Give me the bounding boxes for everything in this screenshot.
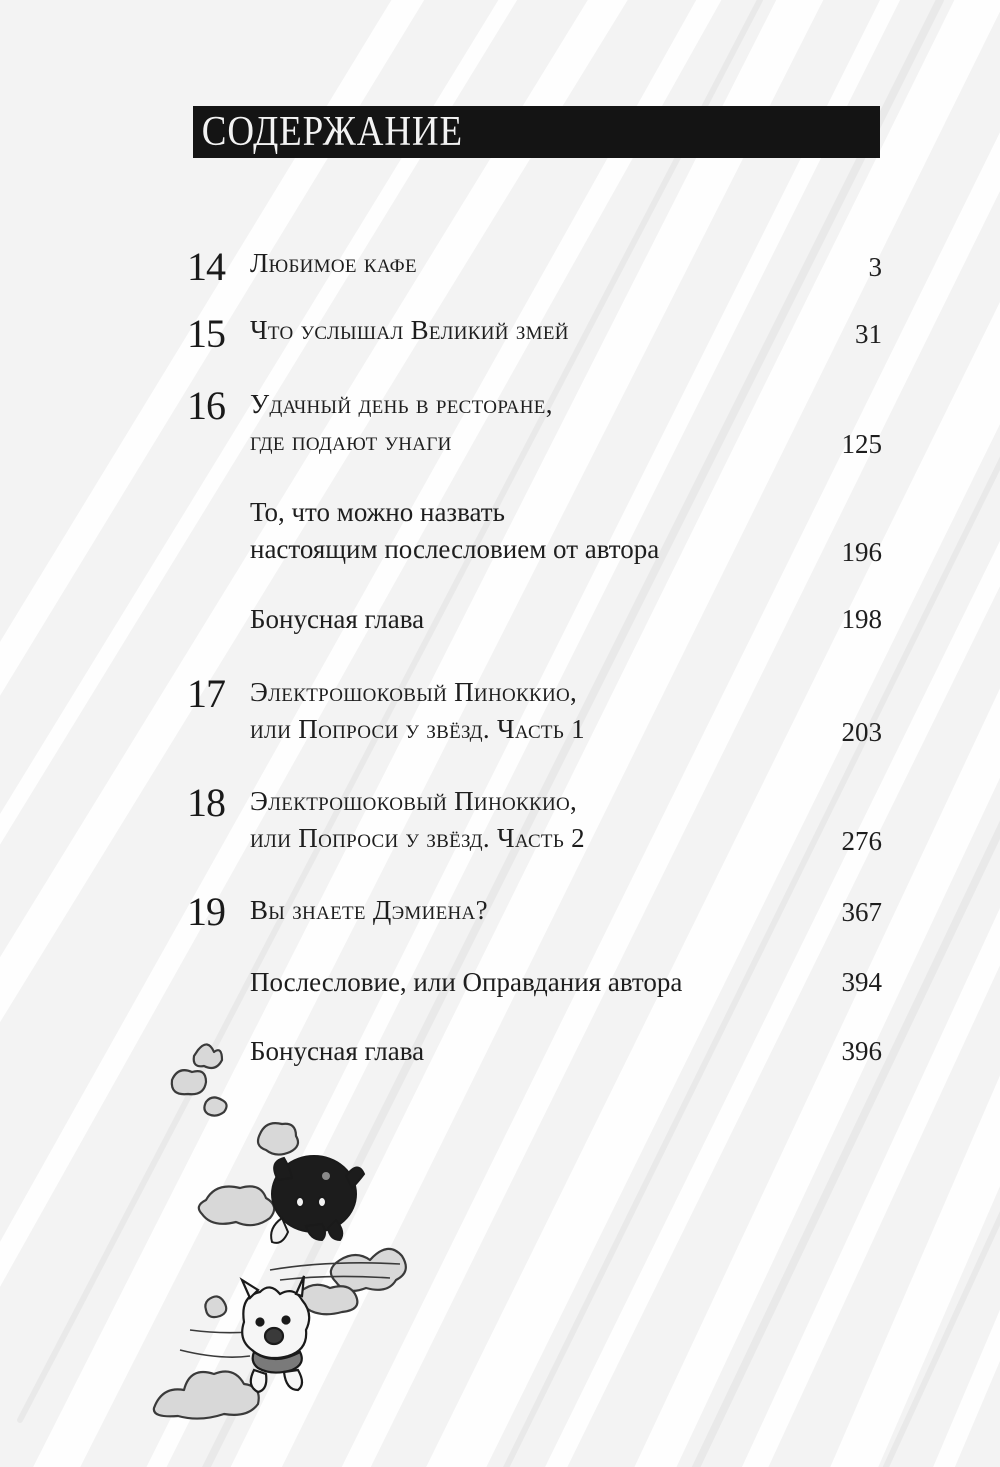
entry-title-line: Электрошоковый Пиноккио,: [250, 677, 578, 707]
entry-title: [250, 245, 810, 282]
entry-title: [250, 783, 810, 857]
chapter-number: 16: [187, 383, 225, 428]
entry-title-line: Бонусная глава: [250, 1036, 425, 1066]
entry-title: [250, 1033, 810, 1070]
entry-title-line: Послесловие, или Оправдания автора: [250, 967, 683, 997]
entry-title-line: или Попроси у звёзд. Часть 1: [250, 714, 585, 744]
entry-page-number: 203: [841, 717, 882, 747]
entry-title-line: или Попроси у звёзд. Часть 2: [250, 823, 585, 853]
entry-title: [250, 312, 810, 349]
entry-title-line: Электрошоковый Пиноккио,: [250, 786, 578, 816]
entry-page-number: 31: [855, 319, 882, 349]
chapter-number: 17: [187, 671, 225, 716]
chapter-number: 14: [187, 244, 225, 289]
entry-title-line: Вы знаете Дэмиена?: [250, 895, 488, 925]
entry-title-line: настоящим послесловием от автора: [250, 534, 660, 564]
chapter-number: 18: [187, 780, 225, 825]
entry-title-line: Любимое кафе: [250, 248, 417, 278]
entry-title: [250, 494, 810, 568]
entry-title-line: где подают унаги: [250, 426, 452, 456]
entry-title-line: Бонусная глава: [250, 604, 425, 634]
chapter-number: 19: [187, 889, 225, 934]
entry-page-number: 396: [841, 1036, 882, 1066]
entry-title-line: Что услышал Великий змей: [250, 315, 569, 345]
entry-title: [250, 964, 810, 1001]
entry-page-number: 3: [868, 252, 882, 282]
entry-title: [250, 601, 810, 638]
contents-title: СОДЕРЖАНИЕ: [201, 109, 463, 155]
entry-title-line: То, что можно назвать: [250, 497, 505, 527]
entry-page-number: 367: [841, 897, 882, 927]
entry-page-number: 394: [841, 967, 882, 997]
entry-title: [250, 892, 810, 929]
entry-page-number: 198: [841, 604, 882, 634]
entry-title-line: Удачный день в ресторане,: [250, 389, 553, 419]
entry-title: [250, 386, 810, 460]
entry-page-number: 196: [841, 537, 882, 567]
entry-title: [250, 674, 810, 748]
entry-page-number: 125: [841, 429, 882, 459]
entry-page-number: 276: [841, 826, 882, 856]
chapter-number: 15: [187, 311, 225, 356]
